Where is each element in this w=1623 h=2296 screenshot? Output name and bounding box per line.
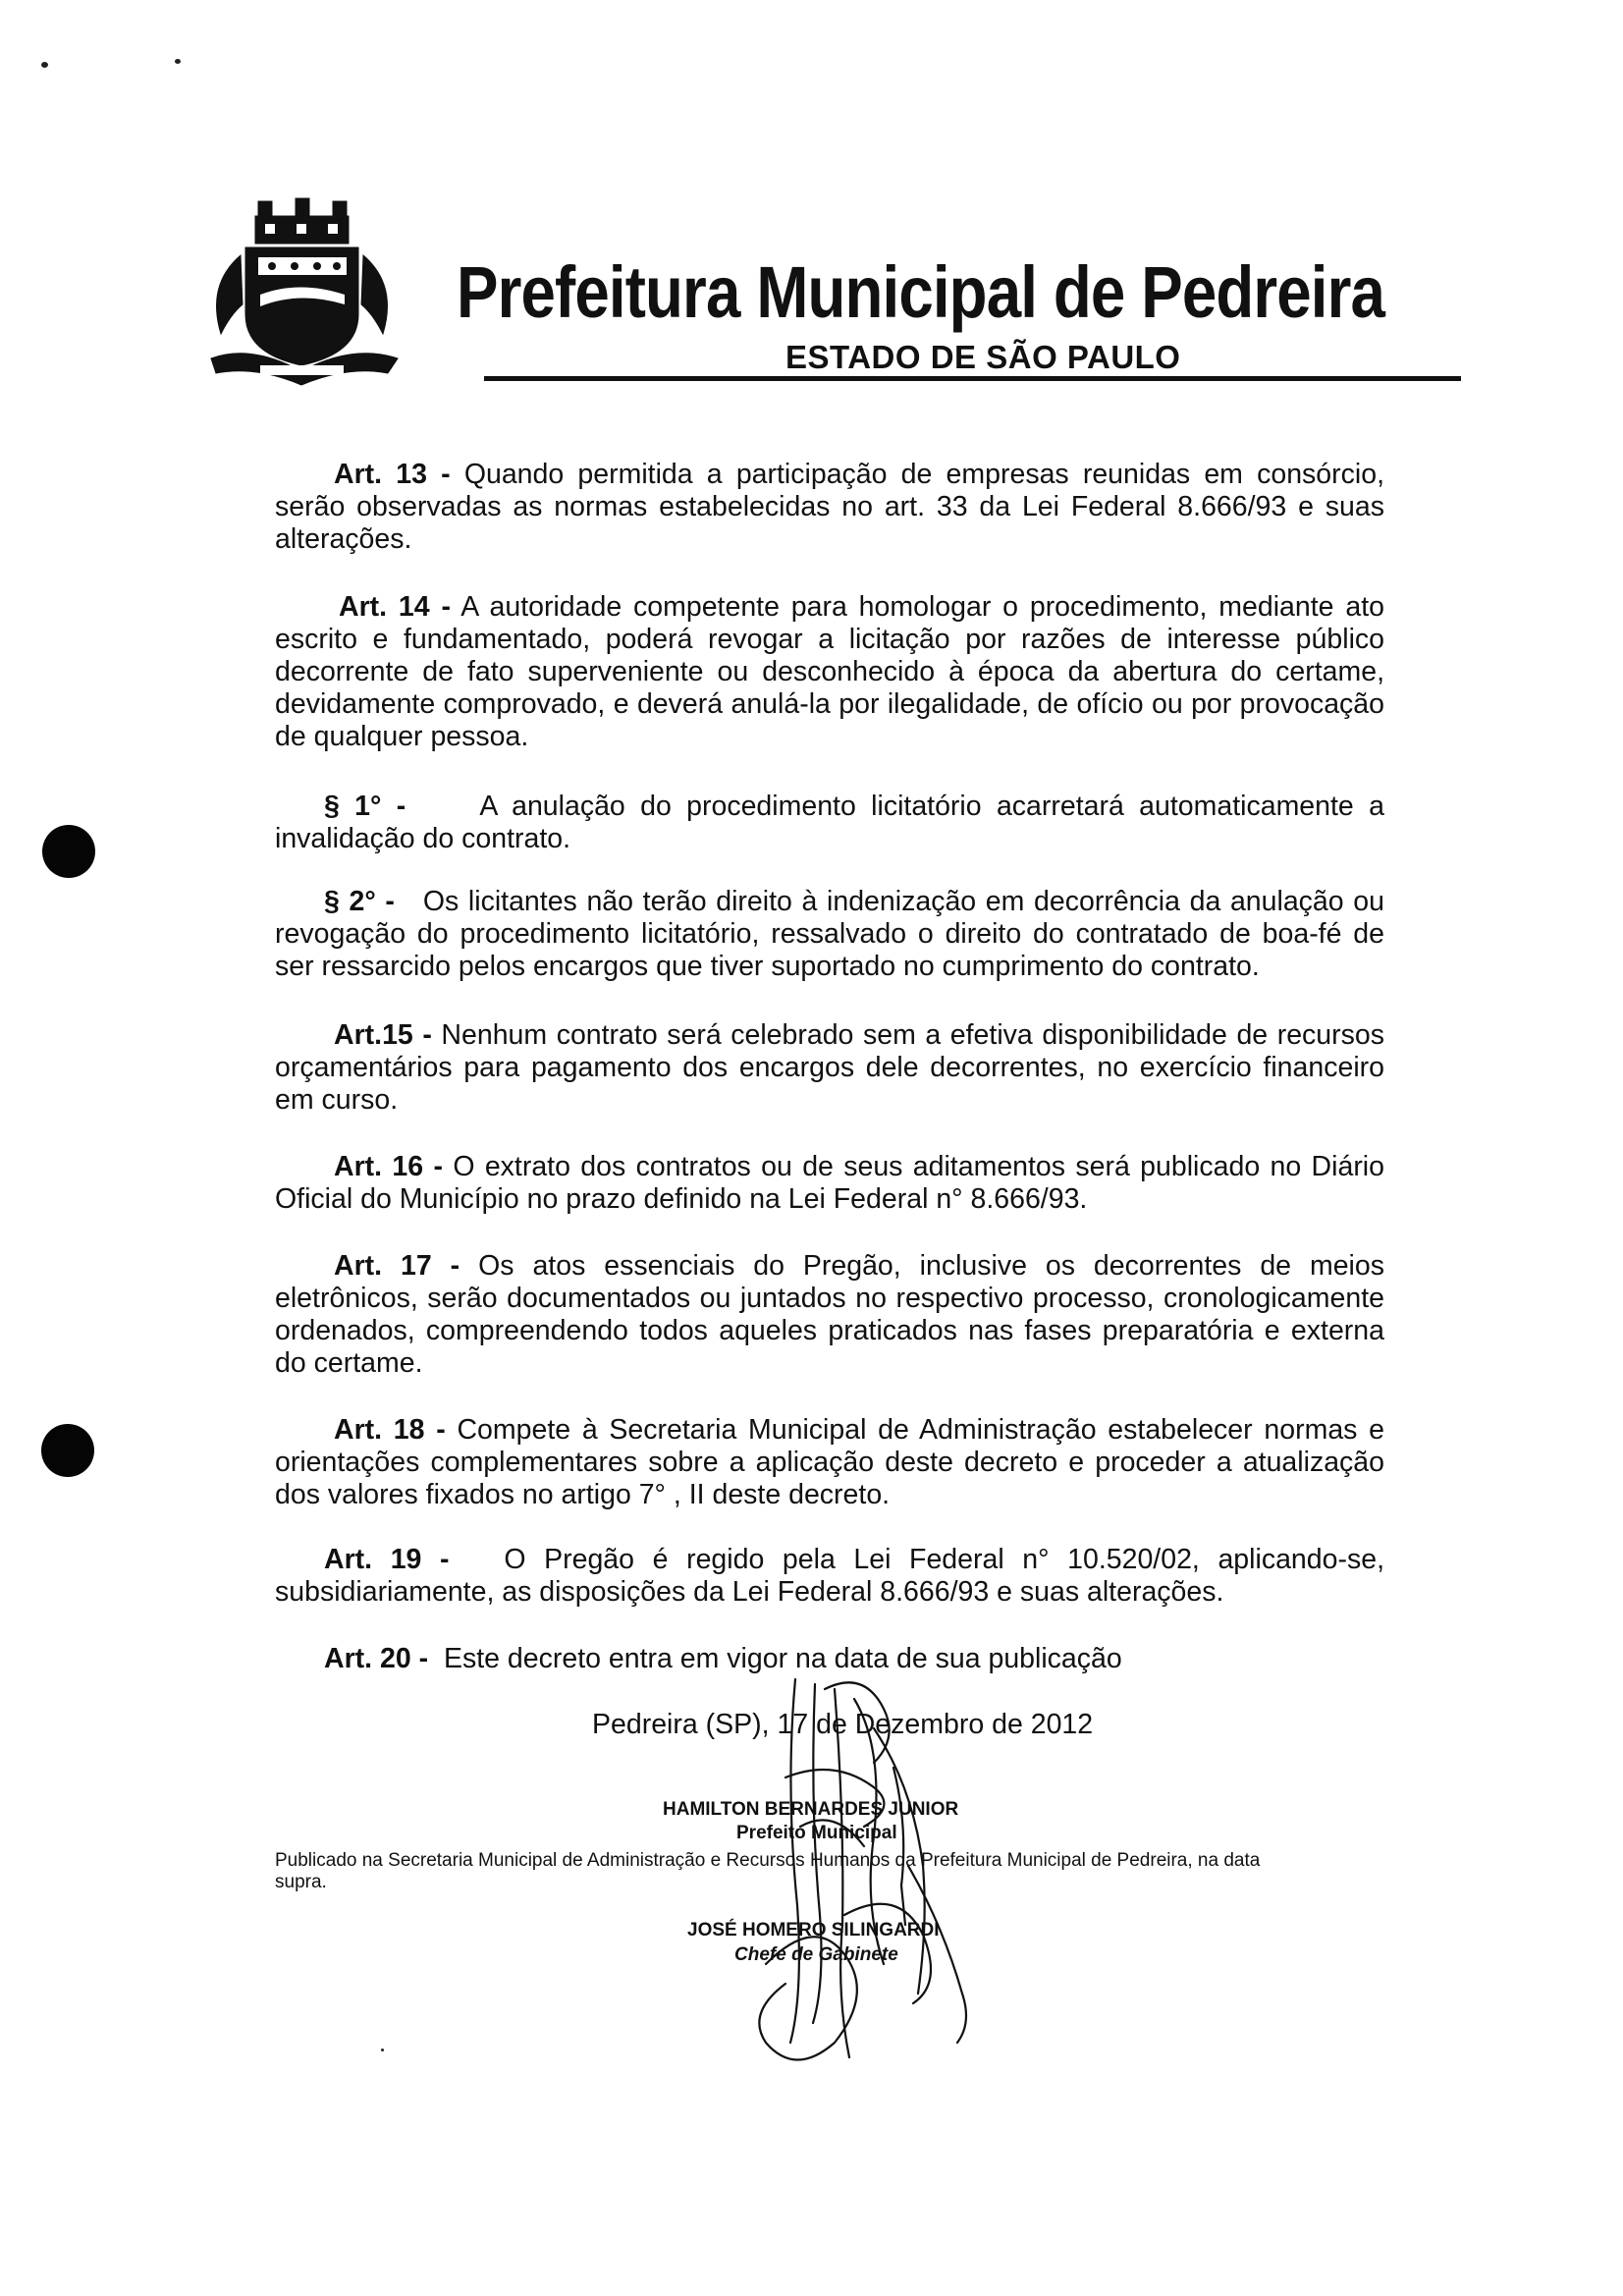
article-14 <box>275 591 1384 753</box>
article-text: O Pregão é regido pela Lei Federal n° 10.520/02, aplicando-se, subsidiariamente, as disposições da Lei Federal 8.666/93 e suas alterações. <box>275 1544 1384 1608</box>
article-label: Art. 20 - <box>324 1643 429 1674</box>
mayor-role: Prefeito Municipal <box>736 1823 897 1843</box>
article-label: Art. 14 - <box>339 591 451 623</box>
paragraph-1 <box>275 791 1384 855</box>
article-text: Compete à Secretaria Municipal de Administração estabelecer normas e orientações complementares sobre a aplicação deste decreto e proceder a atualização dos valores fixados no artigo 7° , II deste decreto. <box>275 1414 1384 1510</box>
article-text: Quando permitida a participação de empresas reunidas em consórcio, serão observadas as normas estabelecidas no art. 33 da Lei Federal 8.666/93 e suas alterações. <box>275 459 1384 555</box>
paragraph-text: Os licitantes não terão direito à indenização em decorrência da anulação ou revogação do procedimento licitatório, ressalvado o direito do contratado de boa-fé de ser ressarcido pelos encargos que tiver suportado no cumprimento do contrato. <box>275 886 1384 982</box>
article-text: Nenhum contrato será celebrado sem a efetiva disponibilidade de recursos orçamentários para pagamento dos encargos dele decorrentes, no exercício financeiro em curso. <box>275 1019 1384 1116</box>
paragraph-text: A anulação do procedimento licitatório acarretará automaticamente a invalidação do contrato. <box>275 791 1384 854</box>
handwritten-signature <box>727 1669 1041 2072</box>
article-19 <box>275 1544 1384 1609</box>
publication-note-end: supra. <box>275 1872 327 1892</box>
paragraph-2 <box>275 886 1384 983</box>
article-18 <box>275 1414 1384 1511</box>
article-15 <box>275 1019 1384 1117</box>
scan-speck <box>175 59 181 64</box>
article-label: Art. 18 - <box>334 1414 446 1446</box>
article-13 <box>275 459 1384 556</box>
place-date: Pedreira (SP), 17 de Dezembro de 2012 <box>592 1709 1094 1740</box>
scan-speck <box>381 2049 384 2051</box>
article-label: Art. 17 - <box>334 1250 460 1282</box>
article-label: Art.15 - <box>334 1019 432 1051</box>
publication-note: Publicado na Secretaria Municipal de Administração e Recursos Humanos da Prefeitura Municipal de Pedreira, na data <box>275 1850 1261 1871</box>
chief-name: JOSÉ HOMERO SILINGARDI <box>687 1920 940 1941</box>
state-subtitle: ESTADO DE SÃO PAULO <box>785 339 1181 375</box>
punch-hole-bottom <box>41 1424 94 1477</box>
article-17 <box>275 1250 1384 1380</box>
article-text: Este decreto entra em vigor na data de sua publicação <box>443 1643 1122 1674</box>
scan-speck <box>41 62 48 68</box>
paragraph-label: § 1° - <box>324 791 406 822</box>
article-label: Art. 19 - <box>324 1544 450 1575</box>
article-label: Art. 13 - <box>334 459 451 490</box>
header-divider <box>484 376 1461 381</box>
chief-role: Chefe de Gabinete <box>734 1944 898 1965</box>
punch-hole-top <box>42 825 95 878</box>
article-text: Os atos essenciais do Pregão, inclusive os decorrentes de meios eletrônicos, serão documentados ou juntados no respectivo processo, cronologicamente ordenados, compreendendo todos aqueles praticados nas fases preparatória e externa do certame. <box>275 1250 1384 1379</box>
municipal-coat-of-arms-icon <box>201 196 403 388</box>
article-16 <box>275 1151 1384 1216</box>
article-text: O extrato dos contratos ou de seus aditamentos será publicado no Diário Oficial do Município no prazo definido na Lei Federal n° 8.666/93. <box>275 1151 1384 1215</box>
article-text: A autoridade competente para homologar o procedimento, mediante ato escrito e fundamentado, poderá revogar a licitação por razões de interesse público decorrente de fato superveniente ou desconhecido à época da abertura do certame, devidamente comprovado, e deverá anulá-la por ilegalidade, de ofício ou por provocação de qualquer pessoa. <box>275 591 1384 752</box>
mayor-name: HAMILTON BERNARDES JUNIOR <box>663 1799 959 1820</box>
paragraph-label: § 2° - <box>324 886 395 917</box>
article-label: Art. 16 - <box>334 1151 443 1182</box>
page-title: Prefeitura Municipal de Pedreira <box>457 251 1385 333</box>
